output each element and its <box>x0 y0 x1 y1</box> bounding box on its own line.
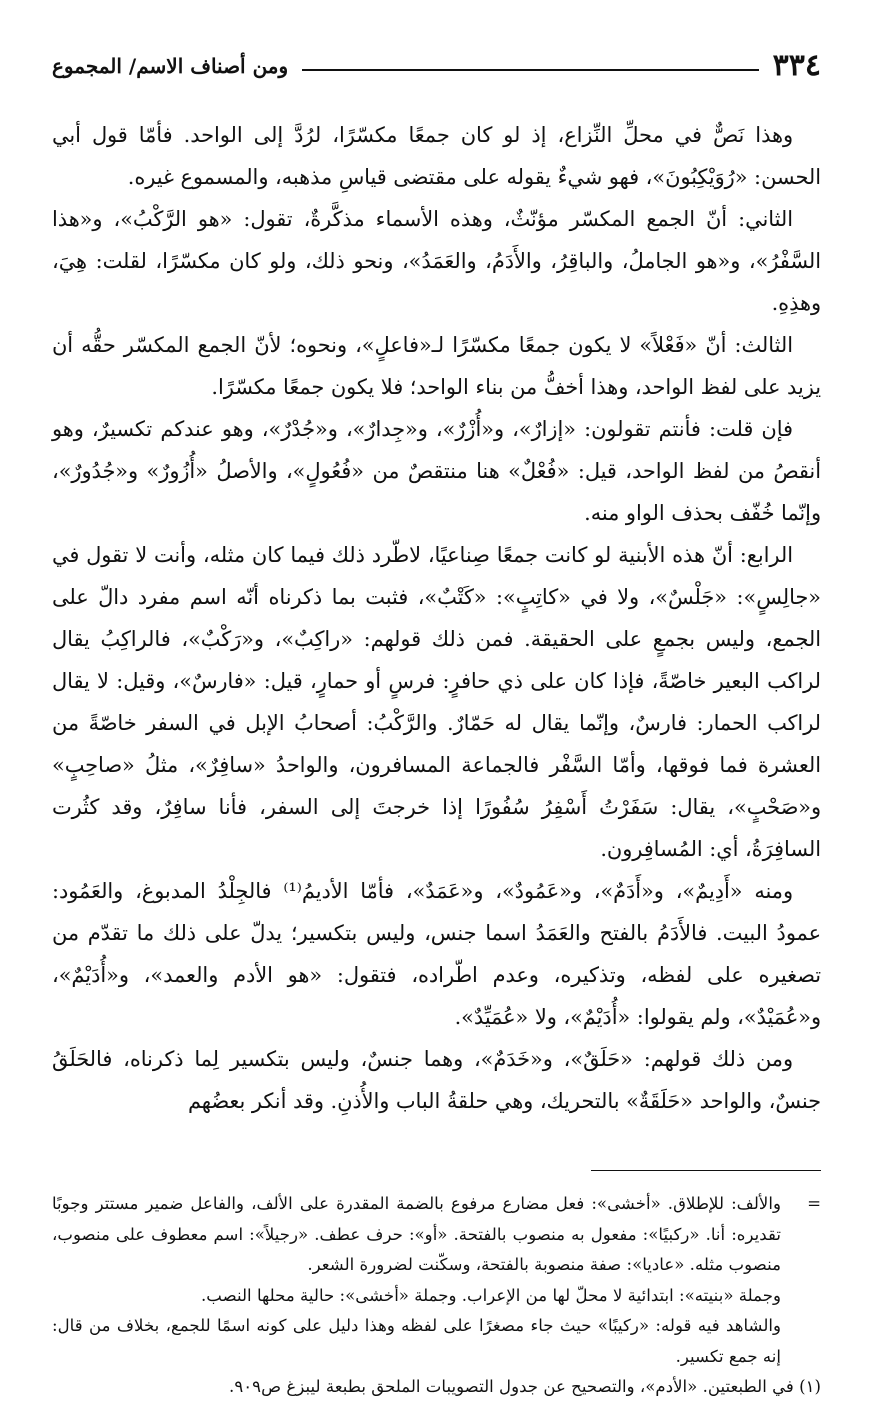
continuation-marker: = <box>807 1194 821 1213</box>
page-number: ٣٣٤ <box>772 48 821 83</box>
footnote-text: والشاهد فيه قوله: «ركيبًا» حيث جاء مصغرًا على لفظه وهذا دليل على كونه اسمًا للجمع، بخلاف من قال: إنه جمع تكسير. <box>52 1316 781 1366</box>
paragraph: الرابع: أنّ هذه الأبنية لو كانت جمعًا صِناعيًا، لاطّرد ذلك فيما كان مثله، وأنت لا تقول في «جالِسٍ»: «جَلْسٌ»، ولا في «كاتِبٍ»: «كَتْبٌ»، فثبت بما ذكرناه أنّه اسم مفرد دالّ على الجمع، وليس بجمعٍ على الحقيقة. فمن ذلك قولهم: «راكِبٌ»، و«رَكْبٌ»، فالراكِبُ يقال لراكب البعير خاصّةً، فإذا كان على ذي حافرٍ: فرسٍ أو حمارٍ، قيل: «فارسٌ»، وقيل: لا يقال لراكب الحمار: فارسٌ، وإنّما يقال له حَمّارٌ. والرَّكْبُ: أصحابُ الإبل في السفر خاصّةً من العشرة فما فوقها، وأمّا السَّفْر فالجماعة المسافرون، والواحدُ «سافِرٌ»، مثلُ «صاحِبٍ» و«صَحْبٍ»، يقال: سَفَرْتُ أَسْفِرُ سُفُورًا إذا خرجتَ إلى السفر، فأنا سافِرٌ، وقد كثُرت السافِرَةُ، أي: المُسافِرون. <box>52 543 821 861</box>
paragraph: ومن ذلك قولهم: «حَلَقٌ»، و«خَدَمٌ»، وهما جنسٌ، وليس بتكسير لِما ذكرناه، فالحَلَقُ جنسٌ، والواحد «حَلَقَةٌ» بالتحريك، وهي حلقةُ الباب والأُذنِ. وقد أنكر بعضُهم <box>52 1047 821 1113</box>
footnote-continuation <box>52 1189 821 1281</box>
header-rule <box>302 69 758 71</box>
footnote-1: (١) في الطبعتين. «الأدم»، والتصحيح عن جدول التصويبات الملحق بطبعة ليبزغ ص٩٠٩. <box>229 1377 821 1396</box>
footnote-separator <box>591 1170 821 1171</box>
paragraph: وهذا نَصٌّ في محلِّ النِّزاع، إذ لو كان جمعًا مكسّرًا، لرُدَّ إلى الواحد. فأمّا قول أبي الحسن: «رُوَيْكِبُونَ»، فهو شيءٌ يقوله على مقتضى قياسِ مذهبه، والمسموع غيره. <box>52 123 821 189</box>
footnotes <box>52 1189 821 1403</box>
page-header <box>52 48 821 84</box>
paragraph: ومنه «أَدِيمٌ»، و«أَدَمٌ»، و«عَمُودٌ»، و«عَمَدٌ»، فأمّا الأديمُ⁽¹⁾ فالجِلْدُ المدبوغ، والعَمُود: عمودُ البيت. فالأَدَمُ بالفتح والعَمَدُ اسما جنس، وليس بتكسير؛ يدلّ على ذلك ما تقدّم من تصغيره على لفظه، وتذكيره، وعدم اطّراده، فتقول: «هو الأدم والعمد»، و«أُدَيْمٌ»، و«عُمَيْدٌ»، ولم يقولوا: «أُدَيْمٌ»، ولا «عُمَيِّدٌ». <box>52 879 821 1029</box>
paragraph: الثالث: أنّ «فَعْلاً» لا يكون جمعًا مكسّرًا لـ«فاعلٍ»، ونحوه؛ لأنّ الجمع المكسّر حقُّه أن يزيد على لفظ الواحد، وهذا أخفُّ من بناء الواحد؛ فلا يكون جمعًا مكسّرًا. <box>52 333 821 399</box>
running-title: ومن أصناف الاسم/ المجموع <box>52 54 289 78</box>
footnote-text: وجملة «بنيته»: ابتدائية لا محلّ لها من الإعراب. وجملة «أخشى»: حالية محلها النصب. <box>201 1285 781 1305</box>
footnote-text: والألف: للإطلاق. «أخشى»: فعل مضارع مرفوع بالضمة المقدرة على الألف، والفاعل ضمير مستتر وجوبًا تقديره: أنا. «ركبيًا»: مفعول به منصوب بالفتحة. «أو»: حرف عطف. «رجيلاً»: اسم معطوف على منصوب، منصوب مثله. «عاديا»: صفة منصوبة بالفتحة، وسكّنت لضرورة الشعر. <box>52 1194 781 1274</box>
main-text <box>52 114 821 1122</box>
paragraph: الثاني: أنّ الجمع المكسّر مؤنّثٌ، وهذه الأسماء مذكَّرةٌ، تقول: «هو الرَّكْبُ»، و«هذا السَّفْرُ»، و«هو الجاملُ، والباقِرُ، والأَدَمُ، والعَمَدُ»، ونحو ذلك، ولو كان مكسّرًا، لقلت: هِيَ، وهذِهِ. <box>52 207 821 315</box>
paragraph: فإن قلت: فأنتم تقولون: «إزارٌ»، و«أُزْرٌ»، و«جِدارٌ»، و«جُدْرٌ»، وهو عندكم تكسيرٌ، وهو أنقصُ من لفظ الواحد، قيل: «فُعْلٌ» هنا منتقصٌ من «فُعُولٍ»، والأصلُ «أُزُورٌ» و«جُدُورٌ»، وإنّما خُفّف بحذف الواو منه. <box>52 417 821 525</box>
